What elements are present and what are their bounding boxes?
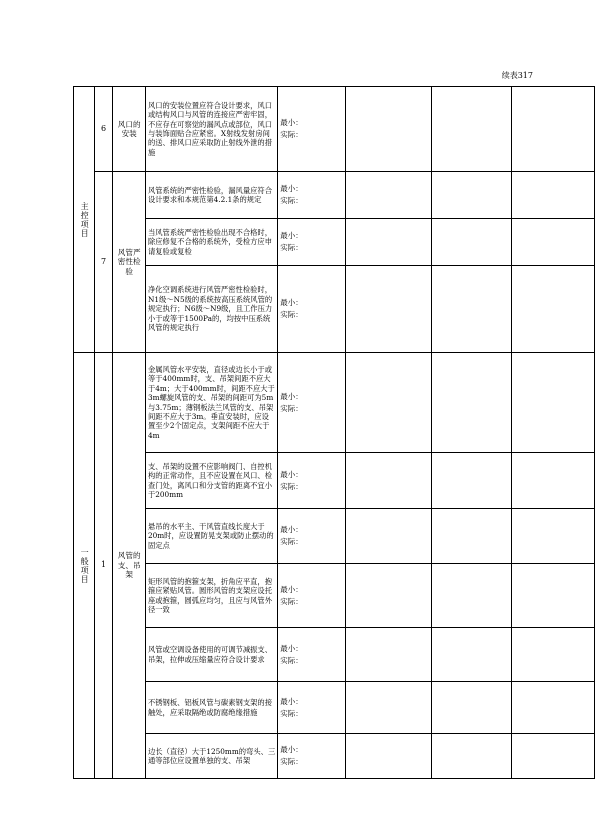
actual-label: 实际：: [280, 403, 303, 413]
blank-cell[interactable]: [432, 628, 512, 682]
blank-cell[interactable]: [512, 453, 595, 509]
blank-cell[interactable]: [512, 266, 595, 353]
blank-cell[interactable]: [432, 564, 512, 628]
blank-cell[interactable]: [345, 682, 432, 734]
actual-label: 实际：: [280, 596, 303, 606]
min-label: 最小：: [280, 643, 303, 653]
blank-cell[interactable]: [345, 266, 432, 353]
blank-cell[interactable]: [345, 734, 432, 779]
actual-label: 实际：: [280, 757, 303, 766]
blank-cell[interactable]: [432, 682, 512, 734]
requirement-text: 边长（直径）大于1250mm的弯头、三通等部位应设置单独的支、吊架: [145, 734, 277, 779]
measure-cell: [278, 509, 346, 564]
min-label: 最小：: [280, 745, 303, 754]
blank-cell[interactable]: [345, 353, 432, 453]
item-name: 风管的支、吊架: [113, 353, 146, 779]
requirement-text: 矩形风管的抱箍支架，折角应平直，抱箍应紧贴风管。圆形风管的支架应设托座或抱箍，圆弧应均匀，且应与风管外径一致: [145, 564, 277, 628]
blank-cell[interactable]: [432, 509, 512, 564]
measure-cell: [278, 628, 346, 682]
blank-cell[interactable]: [512, 509, 595, 564]
blank-cell[interactable]: [345, 564, 432, 628]
requirement-text: 风口的安装位置应符合设计要求，风口或结构风口与风管的连接应严密牢固，不应存在可察觉的漏风点或部位，风口与装饰面贴合应紧密。X射线发射房间的送、排风口应采取防止射线外泄的措施: [145, 87, 277, 172]
requirement-text: 不锈钢板、铝板风管与碳素钢支架的接触处，应采取隔绝或防腐绝缘措施: [145, 682, 277, 734]
blank-cell[interactable]: [345, 453, 432, 509]
actual-label: 实际：: [280, 196, 303, 205]
blank-cell[interactable]: [432, 734, 512, 779]
actual-label: 实际：: [280, 481, 303, 491]
actual-label: 实际：: [280, 130, 303, 139]
blank-cell[interactable]: [432, 353, 512, 453]
blank-cell[interactable]: [345, 628, 432, 682]
requirement-text: 风管或空调设备使用的可调节减振支、吊架，拉伸或压缩量应符合设计要求: [145, 628, 277, 682]
min-label: 最小：: [280, 118, 303, 127]
requirement-text: 悬吊的水平主、干风管直线长度大于20m时，应设置防晃支架或防止摆动的固定点: [145, 509, 277, 564]
item-name: 风口的安装: [113, 87, 146, 172]
actual-label: 实际：: [280, 310, 303, 319]
requirement-text: 净化空调系统进行风管严密性检验时，N1级～N5级的系统按高压系统风管的规定执行；N6级～N9级，且工作压力小于或等于1500Pa的，均按中压系统风管的规定执行: [145, 266, 277, 353]
measure-cell: [278, 564, 346, 628]
actual-label: 实际：: [280, 655, 303, 665]
min-label: 最小：: [280, 391, 303, 401]
measure-cell: [278, 266, 346, 353]
item-name: 风管严密性检验: [113, 172, 146, 353]
measure-cell: [278, 172, 346, 219]
blank-cell[interactable]: [512, 564, 595, 628]
blank-cell[interactable]: [512, 734, 595, 779]
blank-cell[interactable]: [432, 453, 512, 509]
min-label: 最小：: [280, 469, 303, 479]
blank-cell[interactable]: [345, 172, 432, 219]
inspection-table: [73, 86, 595, 779]
requirement-text: 支、吊架的设置不应影响阀门、自控机构的正常动作，且不应设置在风口、检查门处，离风口和分支管的距离不宜小于200mm: [145, 453, 277, 509]
section-label-general: 一般项目: [74, 353, 95, 779]
measure-cell: [278, 87, 346, 172]
min-label: 最小：: [280, 298, 303, 307]
min-label: 最小：: [280, 525, 303, 534]
item-number: 7: [94, 172, 113, 353]
blank-cell[interactable]: [512, 172, 595, 219]
blank-cell[interactable]: [345, 509, 432, 564]
blank-cell[interactable]: [512, 628, 595, 682]
blank-cell[interactable]: [432, 87, 512, 172]
blank-cell[interactable]: [512, 219, 595, 266]
blank-cell[interactable]: [432, 219, 512, 266]
min-label: 最小：: [280, 184, 303, 193]
requirement-text: 金属风管水平安装，直径或边长小于或等于400mm时，支、吊架间距不应大于4m；大于400mm时，间距不应大于3m螺旋风管的支、吊架的间距可为5m与3.75m；薄钢板法兰风管的支、吊架间距不应大于3m。垂直安装时，应设置至少2个固定点，支架间距不应大于4m: [145, 353, 277, 453]
min-label: 最小：: [280, 584, 303, 594]
item-number: 1: [94, 353, 113, 779]
measure-cell: [278, 682, 346, 734]
actual-label: 实际：: [280, 243, 303, 252]
measure-cell: [278, 734, 346, 779]
blank-cell[interactable]: [512, 682, 595, 734]
min-label: 最小：: [280, 696, 303, 706]
measure-cell: [278, 453, 346, 509]
continued-table-label: 续表317: [501, 71, 533, 80]
blank-cell[interactable]: [345, 219, 432, 266]
blank-cell[interactable]: [432, 172, 512, 219]
requirement-text: 风管系统的严密性检验，漏风量应符合设计要求和本规范第4.2.1条的规定: [145, 172, 277, 219]
actual-label: 实际：: [280, 537, 303, 546]
blank-cell[interactable]: [512, 353, 595, 453]
section-label-main: 主控项目: [74, 87, 95, 353]
actual-label: 实际：: [280, 708, 303, 718]
blank-cell[interactable]: [432, 266, 512, 353]
measure-cell: [278, 353, 346, 453]
blank-cell[interactable]: [345, 87, 432, 172]
measure-cell: [278, 219, 346, 266]
item-number: 6: [94, 87, 113, 172]
blank-cell[interactable]: [512, 87, 595, 172]
min-label: 最小：: [280, 231, 303, 240]
requirement-text: 当风管系统严密性检验出现不合格时，除应修复不合格的系统外，受检方应申请复验或复检: [145, 219, 277, 266]
